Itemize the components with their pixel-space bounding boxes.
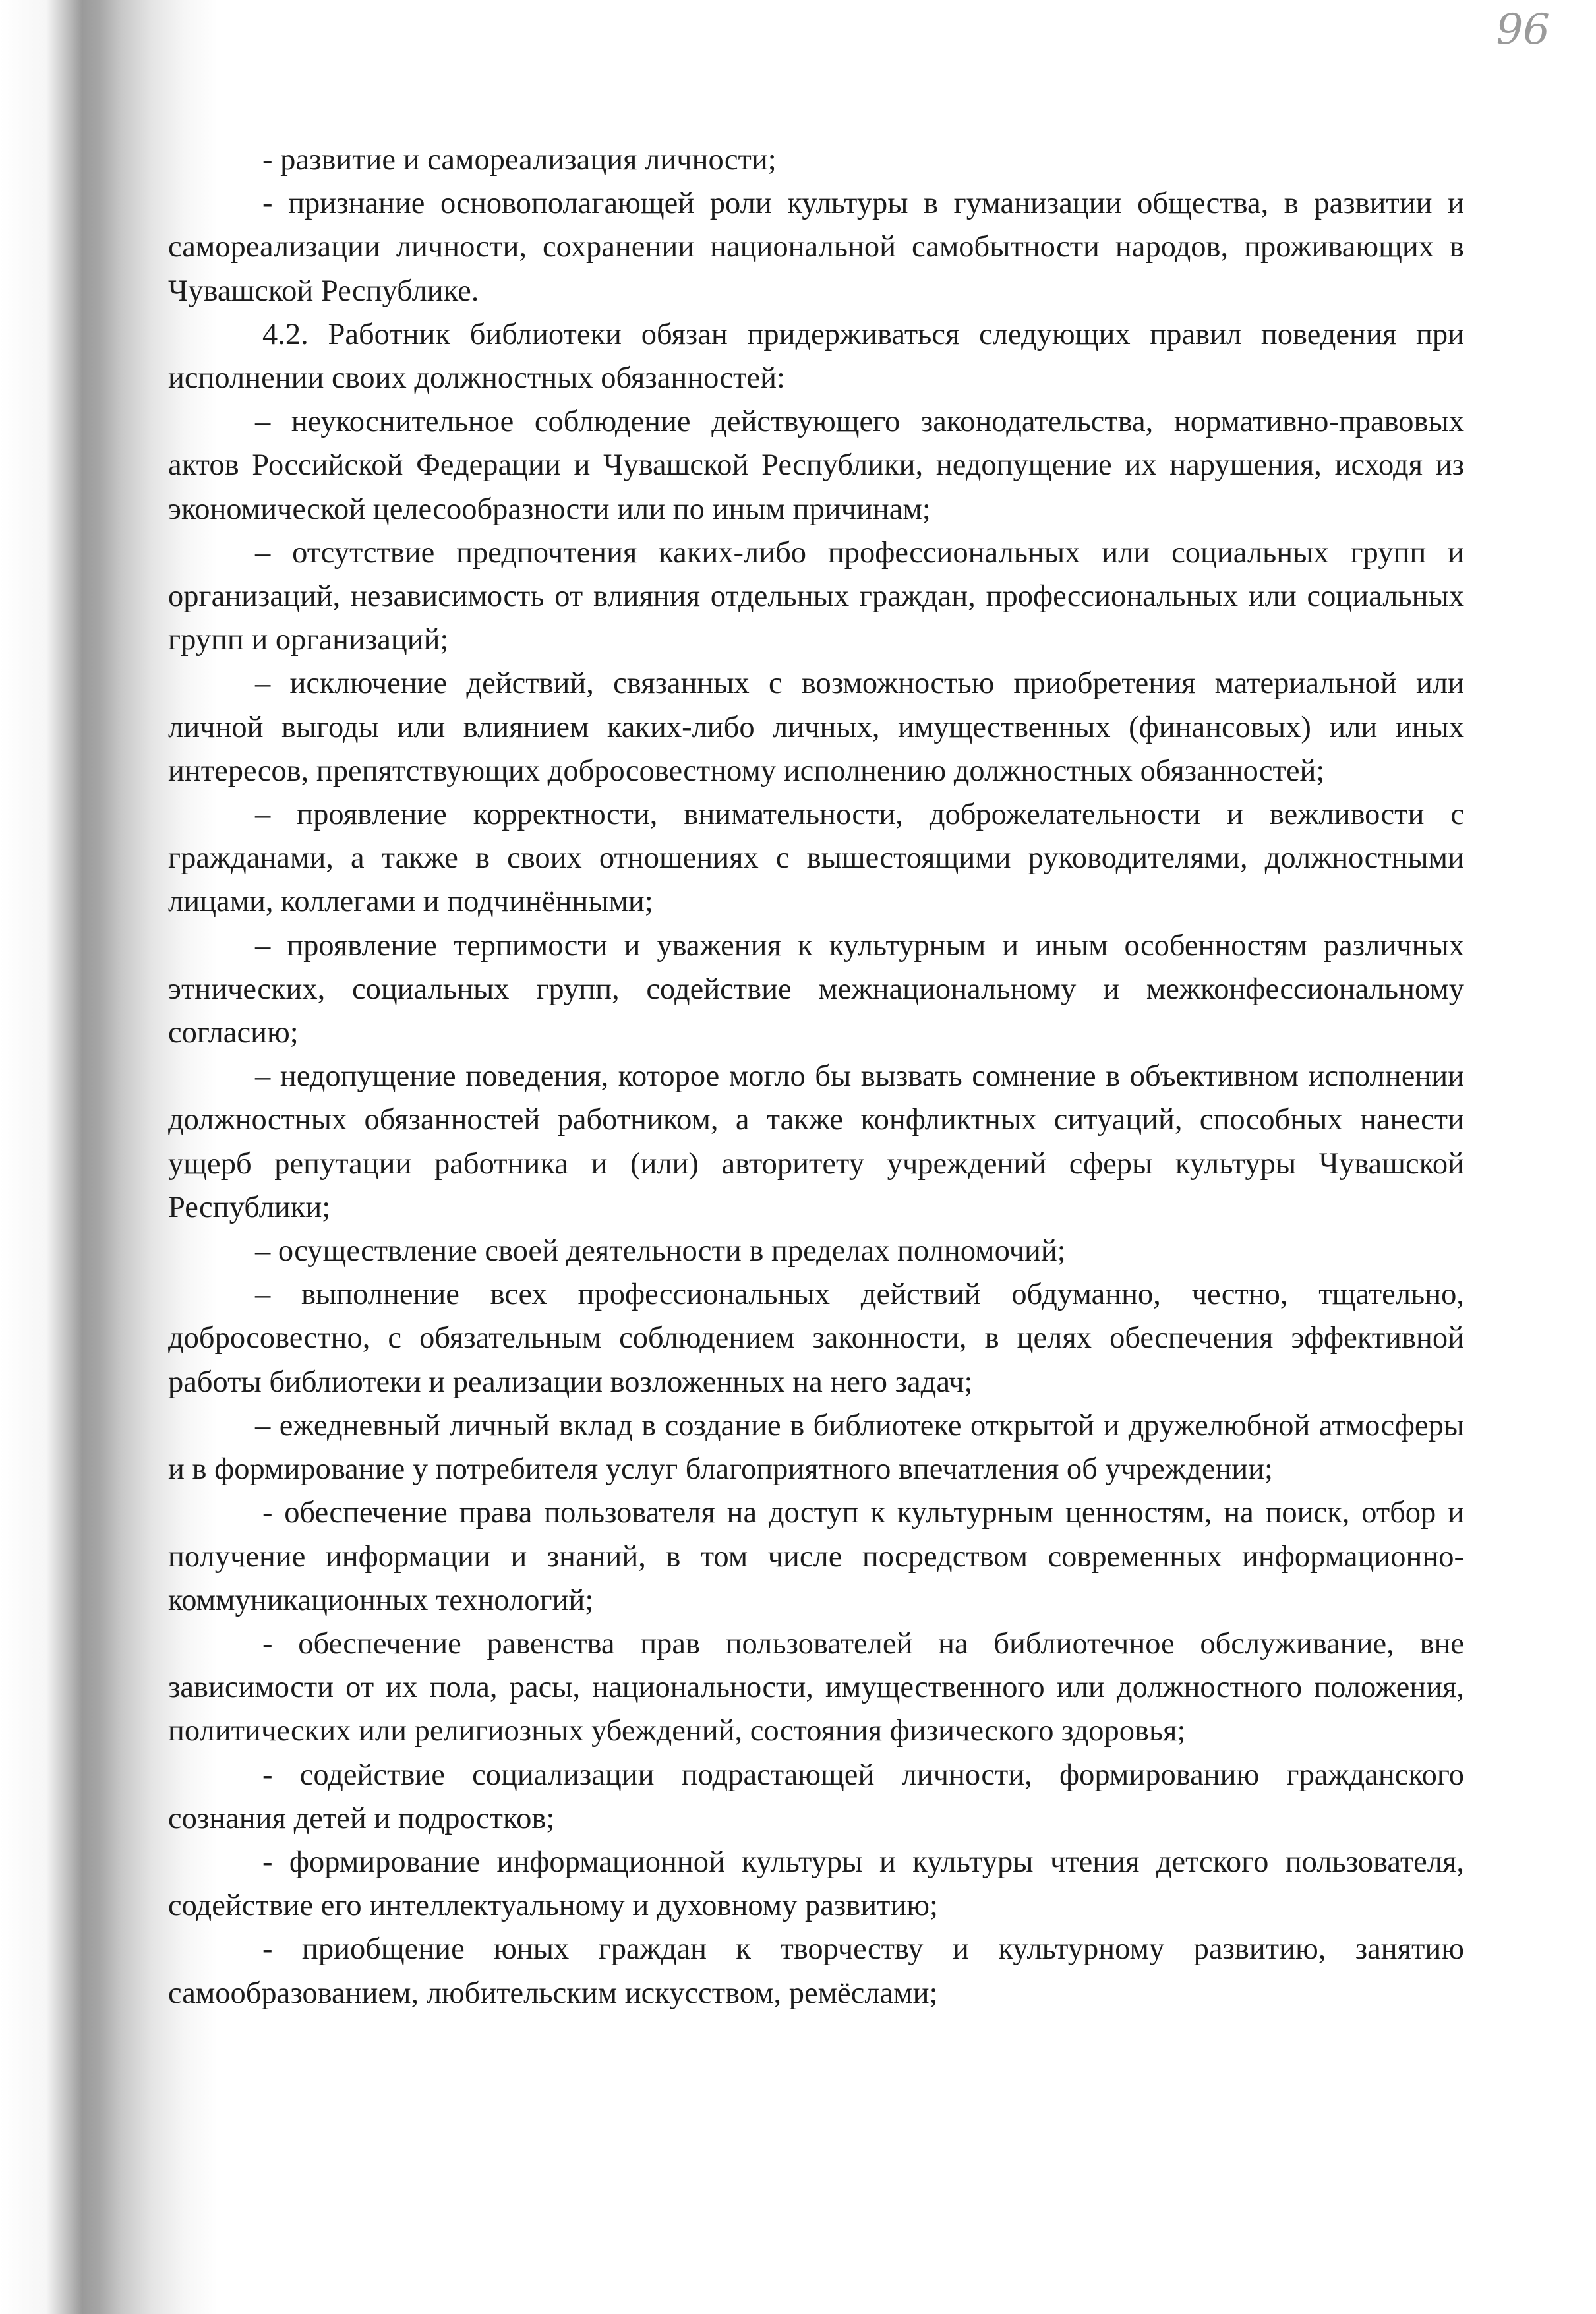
list-item-courtesy: – проявление корректности, внимательности, доброжелательности и вежливости с гражданами, а также в своих отношениях с вышестоящими руководителями, должностными лицами, коллегами и подчинёнными; xyxy=(168,798,1464,919)
list-item-socialization: - содействие социализации подрастающей личности, формированию гражданского сознания детей и подростков; xyxy=(168,1758,1464,1835)
list-item-reading-culture: - формирование информационной культуры и культуры чтения детского пользователя, содействие его интеллектуальному и духовному развитию; xyxy=(168,1845,1464,1923)
list-item-tolerance: – проявление терпимости и уважения к культурным и иным особенностям различных этнических, социальных групп, содействие межнациональному и межконфессиональному согласию; xyxy=(168,928,1464,1050)
list-item-within-powers: – осуществление своей деятельности в пределах полномочий; xyxy=(255,1234,1066,1268)
list-item-no-gain: – исключение действий, связанных с возможностью приобретения материальной или личной выгоды или влиянием каких-либо личных, имущественных (финансовых) или иных интересов, препятствующих добросовестному исполнению должностных обязанностей; xyxy=(168,667,1464,788)
list-item-equal-rights: - обеспечение равенства прав пользователей на библиотечное обслуживание, вне зависимости от их пола, расы, национальности, имущественного или должностного положения, политических или религиозных убеждений, состояния физического здоровья; xyxy=(168,1626,1464,1748)
list-item-no-conflict: – недопущение поведения, которое могло бы вызвать сомнение в объективном исполнении должностных обязанностей работником, а также конфликтных ситуаций, способных нанести ущерб репутации работника и (или) авторитету учреждений сферы культуры Чувашской Республики; xyxy=(168,1059,1464,1224)
list-item-creativity: - приобщение юных граждан к творчеству и культурному развитию, занятию самообразованием, любительским искусством, ремёслами; xyxy=(168,1932,1464,2010)
list-item-legislation: – неукоснительное соблюдение действующего законодательства, нормативно-правовых актов Российской Федерации и Чувашской Республики, недопущение их нарушения, исходя из экономической целесообразности или по иным причинам; xyxy=(168,405,1464,526)
list-item-no-preference: – отсутствие предпочтения каких-либо профессиональных или социальных групп и организаций, независимость от влияния отдельных граждан, профессиональных или социальных групп и организаций; xyxy=(168,535,1464,657)
document-body xyxy=(168,138,1464,2015)
paragraph-self-realization: - развитие и самореализация личности; xyxy=(262,143,777,177)
page-number: 96 xyxy=(1496,5,1550,54)
paragraph-culture-role: - признание основополагающей роли культуры в гуманизации общества, в развитии и самореализации личности, сохранении национальной самобытности народов, проживающих в Чувашской Республике. xyxy=(168,187,1464,308)
list-item-friendly-atmosphere: – ежедневный личный вклад в создание в библиотеке открытой и дружелюбной атмосферы и в формирование у потребителя услуг благоприятного впечатления об учреждении; xyxy=(168,1408,1464,1487)
list-item-access-rights: - обеспечение права пользователя на доступ к культурным ценностям, на поиск, отбор и получение информации и знаний, в том числе посредством современных информационно-коммуникационных технологий; xyxy=(168,1496,1464,1617)
paragraph-section-4-2: 4.2. Работник библиотеки обязан придерживаться следующих правил поведения при исполнении своих должностных обязанностей: xyxy=(168,317,1464,396)
list-item-diligence: – выполнение всех профессиональных действий обдуманно, честно, тщательно, добросовестно, с обязательным соблюдением законности, в целях обеспечения эффективной работы библиотеки и реализации возложенных на него задач; xyxy=(168,1278,1464,1399)
